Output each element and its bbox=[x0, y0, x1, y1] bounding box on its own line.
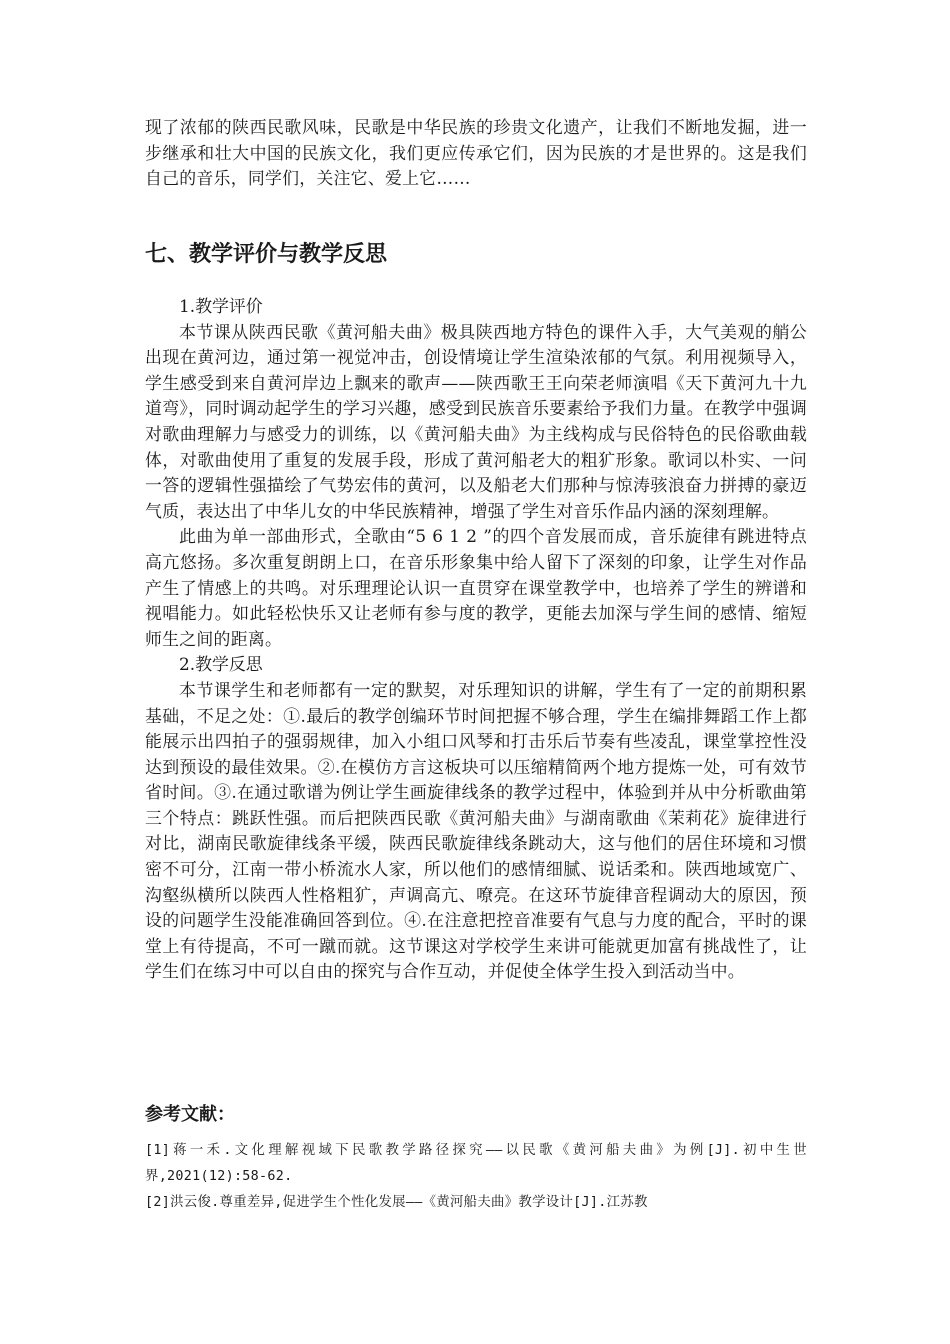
intro-paragraph: 现了浓郁的陕西民歌风味，民歌是中华民族的珍贵文化遗产，让我们不断地发掘，进一步继承和壮大中国的民族文化，我们更应传承它们，因为民族的才是世界的。这是我们自己的音乐，同学们，关注它、爱上它…… bbox=[145, 117, 807, 189]
subheading-reflection: 2.教学反思 bbox=[179, 654, 263, 675]
reflection-paragraph: 本节课学生和老师都有一定的默契，对乐理知识的讲解，学生有了一定的前期积累基础，不足之处：①.最后的教学创编环节时间把握不够合理，学生在编排舞蹈工作上都能展示出四拍子的强弱规律，加入小组口风琴和打击乐后节奏有些凌乱，课堂掌控性没达到预设的最佳效果。②.在模仿方言这板块可以压缩精简两个地方提炼一处，可有效节省时间。③.在通过歌谱为例让学生画旋律线条的教学过程中，体验到并从中分析歌曲第三个特点：跳跃性强。而后把陕西民歌《黄河船夫曲》与湖南歌曲《茉莉花》旋律进行对比，湖南民歌旋律线条平缓，陕西民歌旋律线条跳动大，这与他们的居住环境和习惯密不可分，江南一带小桥流水人家，所以他们的感情细腻、说话柔和。陕西地域宽广、沟壑纵横所以陕西人性格粗犷，声调高亢、嘹亮。在这环节旋律音程调动大的原因，预设的问题学生没能准确回答到位。④.在注意把控音准要有气息与力度的配合，平时的课堂上有待提高，不可一蹴而就。这节课这对学校学生来讲可能就更加富有挑战性了，让学生们在练习中可以自由的探究与合作互动，并促使全体学生投入到活动当中。 bbox=[145, 679, 807, 982]
section-title: 七、教学评价与教学反思 bbox=[145, 242, 388, 267]
references-list bbox=[145, 1138, 807, 1216]
section-body bbox=[145, 294, 807, 985]
evaluation-paragraph-2: 此曲为单一部曲形式，全歌由“5 6 1 2 ”的四个音发展而成，音乐旋律有跳进特点高亢悠扬。多次重复朗朗上口，在音乐形象集中给人留下了深刻的印象，让学生对作品产生了情感上的共鸣。对乐理理论认识一直贯穿在课堂教学中，也培养了学生的辨谱和视唱能力。如此轻松快乐又让老师有参与度的教学，更能去加深与学生间的感情、缩短师生之间的距离。 bbox=[145, 526, 807, 649]
reference-item-2: [2]洪云俊.尊重差异,促进学生个性化发展——《黄河船夫曲》教学设计[J].江苏教 bbox=[145, 1195, 648, 1210]
subheading-evaluation: 1.教学评价 bbox=[179, 296, 263, 316]
references-title: 参考文献： bbox=[145, 1104, 235, 1125]
reference-item-1: [1]蒋一禾.文化理解视域下民歌教学路径探究——以民歌《黄河船夫曲》为例[J].初中生世界,2021(12):58-62. bbox=[145, 1143, 807, 1184]
evaluation-paragraph-1: 本节课从陕西民歌《黄河船夫曲》极具陕西地方特色的课件入手，大气美观的艄公出现在黄河边，通过第一视觉冲击，创设情境让学生渲染浓郁的气氛。利用视频导入，学生感受到来自黄河岸边上飘来的歌声——陕西歌王王向荣老师演唱《天下黄河九十九道弯》，同时调动起学生的学习兴趣，感受到民族音乐要素给予我们力量。在教学中强调对歌曲理解力与感受力的训练，以《黄河船夫曲》为主线构成与民俗特色的民俗歌曲载体，对歌曲使用了重复的发展手段，形成了黄河船老大的粗犷形象。歌词以朴实、一问一答的逻辑性强描绘了气势宏伟的黄河，以及船老大们那种与惊涛骇浪奋力拼搏的豪迈气质，表达出了中华儿女的中华民族精神，增强了学生对音乐作品内涵的深刻理解。 bbox=[145, 321, 807, 521]
